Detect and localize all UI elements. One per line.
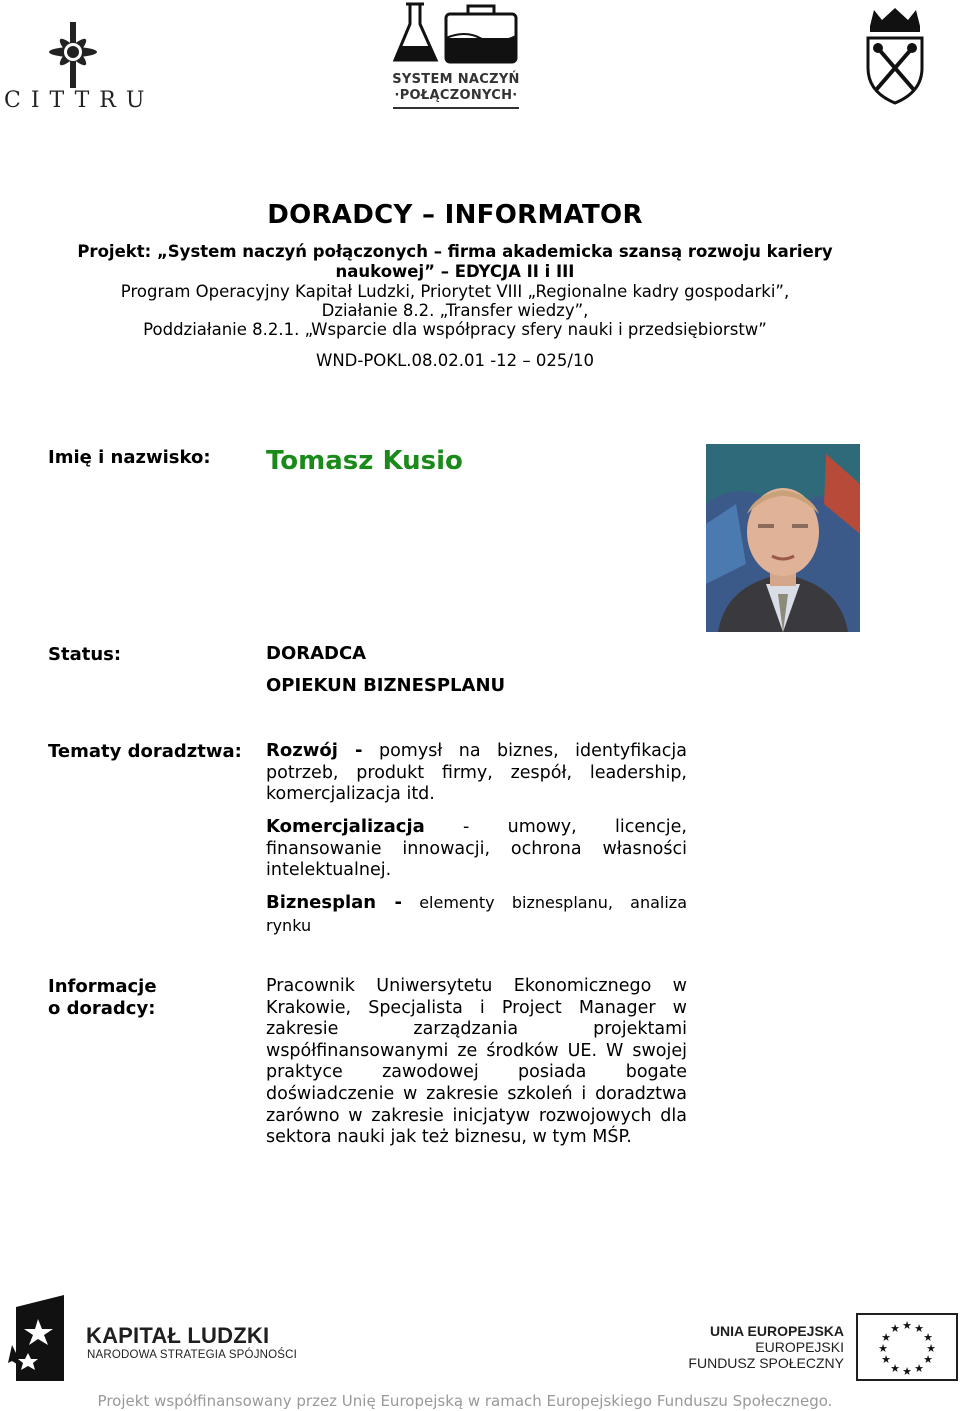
topics-label: Tematy doradztwa: — [48, 741, 242, 762]
flask-briefcase-icon — [390, 0, 522, 70]
kapital-ludzki-stars-icon — [8, 1295, 68, 1381]
system-naczyn-logo-line1: SYSTEM NACZYŃ — [392, 72, 520, 87]
info-label-line1: Informacje — [48, 976, 157, 997]
project-title-line1: Projekt: „System naczyń połączonych – firma akademicka szansą rozwoju kariery — [77, 242, 833, 261]
topic-item-biznesplan — [266, 892, 687, 937]
svg-text:★: ★ — [926, 1342, 936, 1355]
svg-text:★: ★ — [914, 1362, 924, 1375]
status-value-2: OPIEKUN BIZNESPLANU — [266, 675, 506, 696]
eu-flag-icon — [856, 1313, 958, 1381]
topic-keyword: Rozwój - — [266, 740, 363, 761]
logo-underline — [393, 107, 519, 109]
topic-keyword: Biznesplan - — [266, 892, 402, 913]
kapital-ludzki-logo — [8, 1295, 68, 1381]
topic-text: - umowy, licencje, finansowanie innowacji, ochrona własności intelektualnej. — [266, 817, 687, 881]
svg-text:★: ★ — [878, 1342, 888, 1355]
svg-text:★: ★ — [890, 1322, 900, 1335]
cittru-logo — [4, 22, 155, 113]
svg-text:★: ★ — [881, 1331, 891, 1344]
eu-label-3: FUNDUSZ SPOŁECZNY — [688, 1355, 844, 1371]
subaction-line: Poddziałanie 8.2.1. „Wsparcie dla współpracy sfery nauki i przedsiębiorstw” — [143, 320, 767, 339]
project-title-line2: naukowej” – EDYCJA II i III — [335, 262, 575, 281]
status-label: Status: — [48, 644, 122, 665]
topic-item-komercjalizacja — [266, 816, 687, 882]
advisor-name: Tomasz Kusio — [266, 446, 463, 476]
university-crest-logo — [864, 6, 926, 106]
system-naczyn-logo-line2: ·POŁĄCZONYCH· — [394, 88, 518, 103]
svg-text:★: ★ — [914, 1322, 924, 1335]
topic-text: pomysł na biznes, identyfikacja potrzeb, produkt firmy, zespół, leadership, komercjalizacja itd. — [266, 741, 688, 805]
system-naczyn-logo — [390, 0, 522, 112]
project-code: WND-POKL.08.02.01 -12 – 025/10 — [316, 351, 594, 370]
svg-text:★: ★ — [923, 1331, 933, 1344]
advisor-photo — [706, 444, 860, 632]
svg-text:★: ★ — [923, 1353, 933, 1366]
action-line: Działanie 8.2. „Transfer wiedzy”, — [321, 301, 589, 320]
advisor-info-text: Pracownik Uniwersytetu Ekonomicznego w Krakowie, Specjalista i Project Manager w zakresie zarządzania projektami współfinansowanymi ze środków UE. W swojej praktyce zawodowej posiada bogate doświadczenie w zakresie szkoleń i doradztwa zarówno w zakresie inicjatyw rozwojowych dla sektora nauki jak też biznesu, w tym MŚP. — [266, 976, 687, 1148]
name-label: Imię i nazwisko: — [48, 447, 211, 468]
topic-keyword: Komercjalizacja — [266, 816, 425, 837]
cittru-star-icon — [4, 22, 149, 88]
portrait-image — [706, 444, 860, 632]
svg-text:★: ★ — [902, 1365, 912, 1378]
topic-text: elementy biznesplanu, analiza rynku — [266, 893, 687, 935]
cofinancing-note: Projekt współfinansowany przez Unię Europejską w ramach Europejskiego Funduszu Społecznego. — [97, 1392, 833, 1410]
program-line: Program Operacyjny Kapitał Ludzki, Priorytet VIII „Regionalne kadry gospodarki”, — [120, 282, 790, 301]
kapital-ludzki-subtitle: NARODOWA STRATEGIA SPÓJNOŚCI — [87, 1349, 298, 1361]
svg-text:★: ★ — [902, 1319, 912, 1332]
page-title: DORADCY – INFORMATOR — [267, 200, 643, 230]
cittru-logo-text: CITTRU — [4, 88, 155, 113]
crown-scepters-icon — [864, 6, 926, 106]
topic-item-rozwoj — [266, 740, 687, 806]
eu-stars-icon — [858, 1315, 956, 1379]
svg-text:★: ★ — [881, 1353, 891, 1366]
eu-label-2: EUROPEJSKI — [755, 1339, 844, 1355]
status-value-1: DORADCA — [266, 643, 367, 664]
info-label-line2: o doradcy: — [48, 998, 156, 1019]
eu-label-1: UNIA EUROPEJSKA — [709, 1323, 844, 1339]
svg-text:★: ★ — [890, 1362, 900, 1375]
kapital-ludzki-title: KAPITAŁ LUDZKI — [86, 1323, 270, 1348]
